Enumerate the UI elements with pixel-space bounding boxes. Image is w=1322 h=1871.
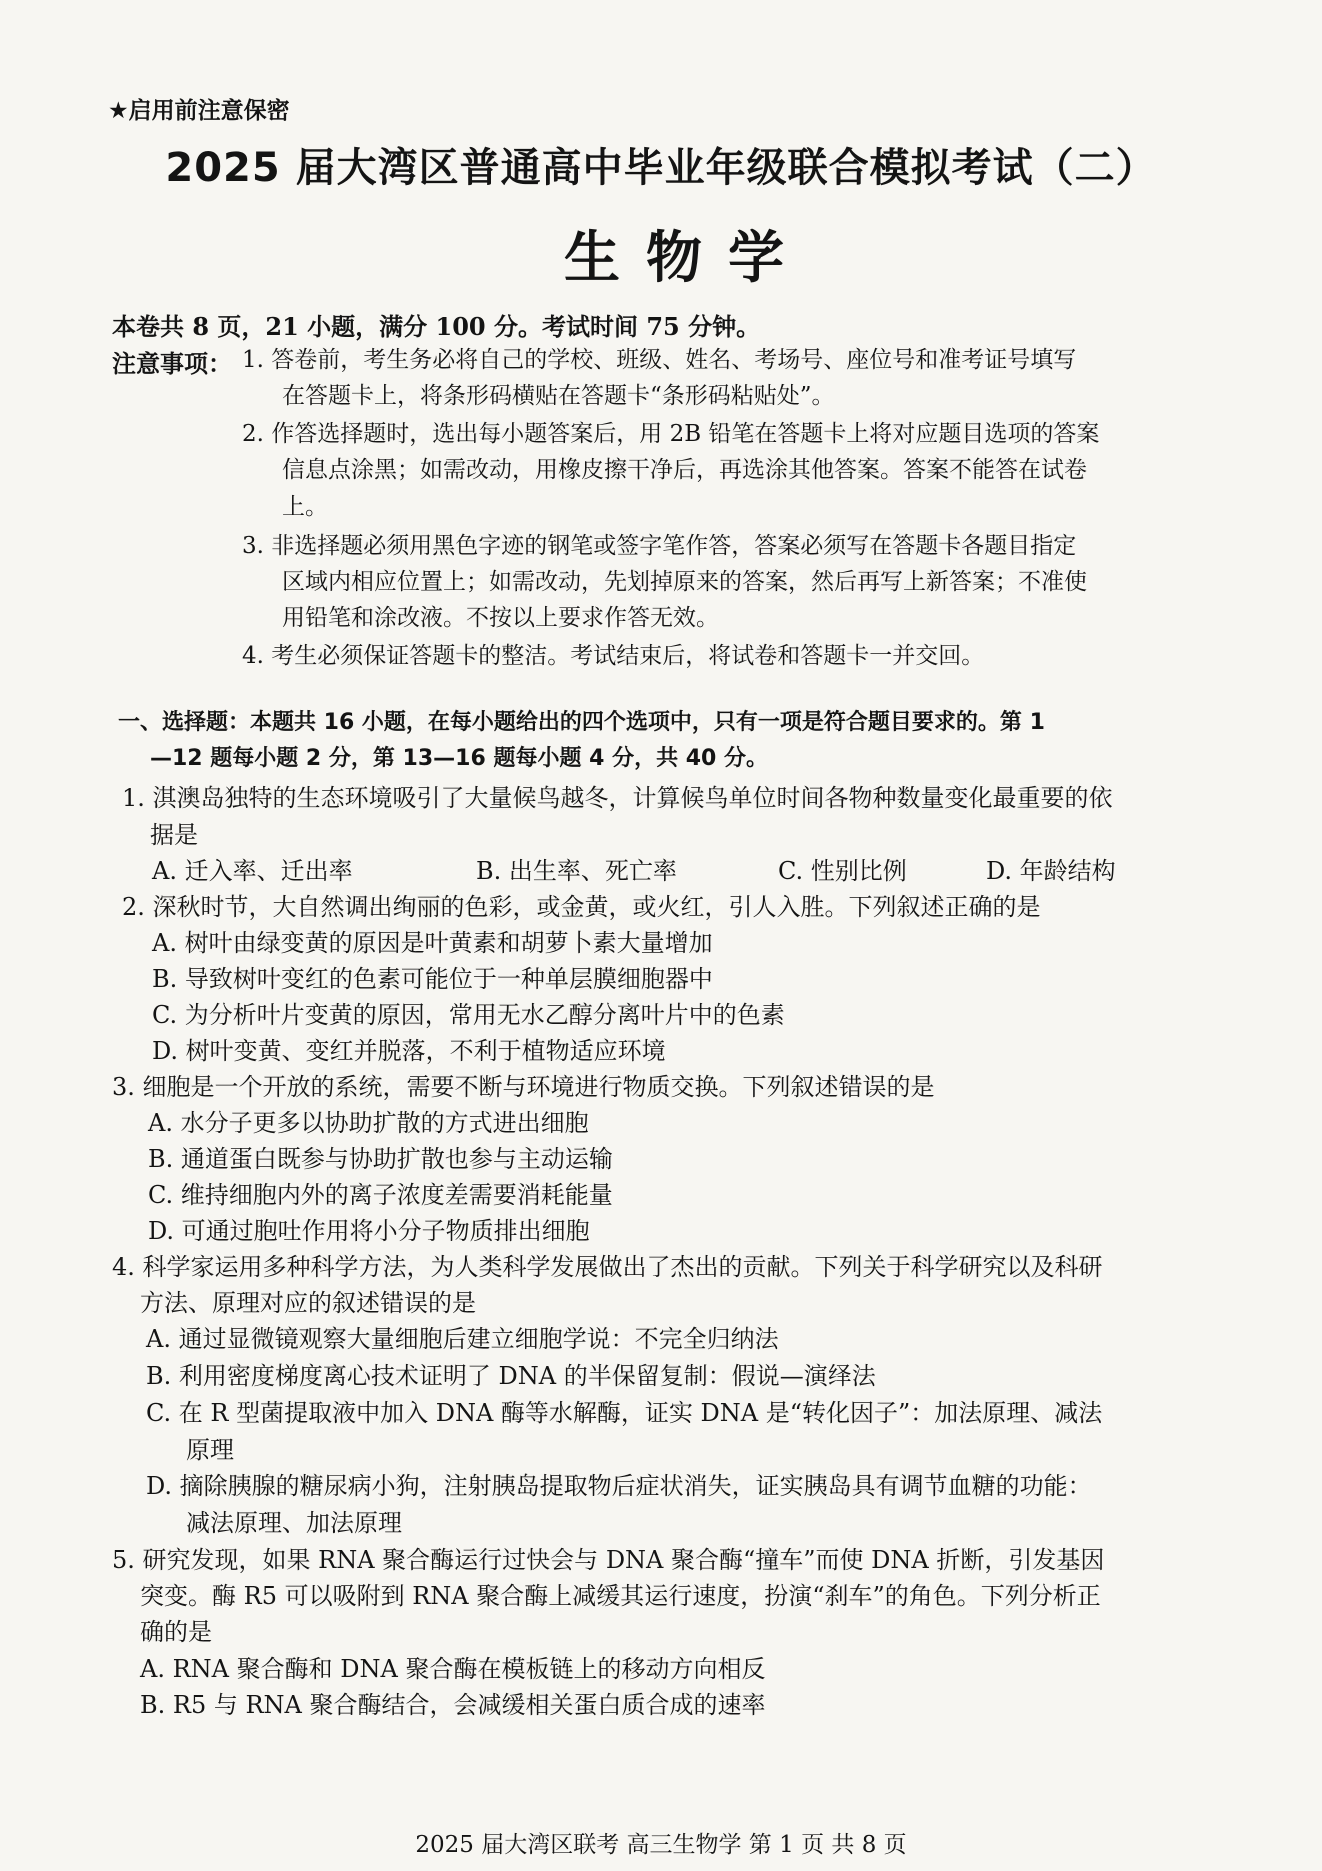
section-heading: 一、选择题：本题共 16 小题，在每小题给出的四个选项中，只有一项是符合题目要求的。第 1 [118,710,1045,735]
notice-line: 在答题卡上，将条形码横贴在答题卡“条形码粘贴处”。 [282,383,835,409]
notice-line: 上。 [282,494,328,520]
question-stem: 方法、原理对应的叙述错误的是 [140,1289,476,1317]
notice-line: 2. 作答选择题时，选出每小题答案后，用 2B 铅笔在答题卡上将对应题目选项的答案 [242,421,1100,447]
notice-line: 信息点涂黑；如需改动，用橡皮擦干净后，再选涂其他答案。答案不能答在试卷 [282,457,1087,483]
option: A. 通过显微镜观察大量细胞后建立细胞学说：不完全归纳法 [146,1325,779,1353]
notice-line: 用铅笔和涂改液。不按以上要求作答无效。 [282,605,719,631]
question-stem: 2. 深秋时节，大自然调出绚丽的色彩，或金黄，或火红，引人入胜。下列叙述正确的是 [122,893,1041,921]
question-stem: 确的是 [140,1618,212,1646]
option: B. 通道蛋白既参与协助扩散也参与主动运输 [148,1145,613,1173]
section-heading: —12 题每小题 2 分，第 13—16 题每小题 4 分，共 40 分。 [150,746,769,771]
option: A. RNA 聚合酶和 DNA 聚合酶在模板链上的移动方向相反 [140,1655,766,1683]
question-stem: 5. 研究发现，如果 RNA 聚合酶运行过快会与 DNA 聚合酶“撞车”而使 DNA 折断，引发基因 [112,1546,1105,1574]
option: D. 树叶变黄、变红并脱落，不利于植物适应环境 [152,1037,666,1065]
question-stem: 据是 [150,821,198,849]
subject-title: 生物学 [564,225,810,291]
question-stem: 4. 科学家运用多种科学方法，为人类科学发展做出了杰出的贡献。下列关于科学研究以及科研 [112,1253,1103,1281]
notice-label: 注意事项： [112,349,232,378]
option: B. 出生率、死亡率 [476,857,677,885]
option: B. R5 与 RNA 聚合酶结合，会减缓相关蛋白质合成的速率 [140,1691,766,1719]
option: B. 导致树叶变红的色素可能位于一种单层膜细胞器中 [152,965,713,993]
option: A. 迁入率、迁出率 [152,857,353,885]
option: A. 水分子更多以协助扩散的方式进出细胞 [148,1109,589,1137]
option: C. 性别比例 [778,857,907,885]
option: C. 维持细胞内外的离子浓度差需要消耗能量 [148,1181,613,1209]
option: D. 可通过胞吐作用将小分子物质排出细胞 [148,1217,590,1245]
exam-title: 2025 届大湾区普通高中毕业年级联合模拟考试（二） [165,145,1157,191]
option: D. 摘除胰腺的糖尿病小狗，注射胰岛提取物后症状消失，证实胰岛具有调节血糖的功能： [146,1472,1092,1500]
exam-info: 本卷共 8 页，21 小题，满分 100 分。考试时间 75 分钟。 [112,312,761,341]
notice-line: 1. 答卷前，考生务必将自己的学校、班级、姓名、考场号、座位号和准考证号填写 [242,347,1077,373]
option: B. 利用密度梯度离心技术证明了 DNA 的半保留复制：假说—演绎法 [146,1362,876,1390]
confidential-mark: ★启用前注意保密 [108,98,290,124]
notice-line: 3. 非选择题必须用黑色字迹的钢笔或签字笔作答，答案必须写在答题卡各题目指定 [242,533,1077,559]
question-stem: 1. 淇澳岛独特的生态环境吸引了大量候鸟越冬，计算候鸟单位时间各物种数量变化最重要的依 [122,784,1113,812]
notice-line: 4. 考生必须保证答题卡的整洁。考试结束后，将试卷和答题卡一并交回。 [242,643,985,669]
option: 原理 [186,1436,234,1464]
option: D. 年龄结构 [986,857,1116,885]
question-stem: 突变。酶 R5 可以吸附到 RNA 聚合酶上减缓其运行速度，扮演“刹车”的角色。下列分析正 [140,1582,1101,1610]
option: A. 树叶由绿变黄的原因是叶黄素和胡萝卜素大量增加 [152,929,713,957]
option: C. 为分析叶片变黄的原因，常用无水乙醇分离叶片中的色素 [152,1001,785,1029]
notice-line: 区域内相应位置上；如需改动，先划掉原来的答案，然后再写上新答案；不准使 [282,569,1087,595]
question-stem: 3. 细胞是一个开放的系统，需要不断与环境进行物质交换。下列叙述错误的是 [112,1073,935,1101]
page-footer: 2025 届大湾区联考 高三生物学 第 1 页 共 8 页 [415,1832,907,1858]
option: 减法原理、加法原理 [186,1509,402,1537]
option: C. 在 R 型菌提取液中加入 DNA 酶等水解酶，证实 DNA 是“转化因子”：加法原理、减法 [146,1399,1103,1427]
